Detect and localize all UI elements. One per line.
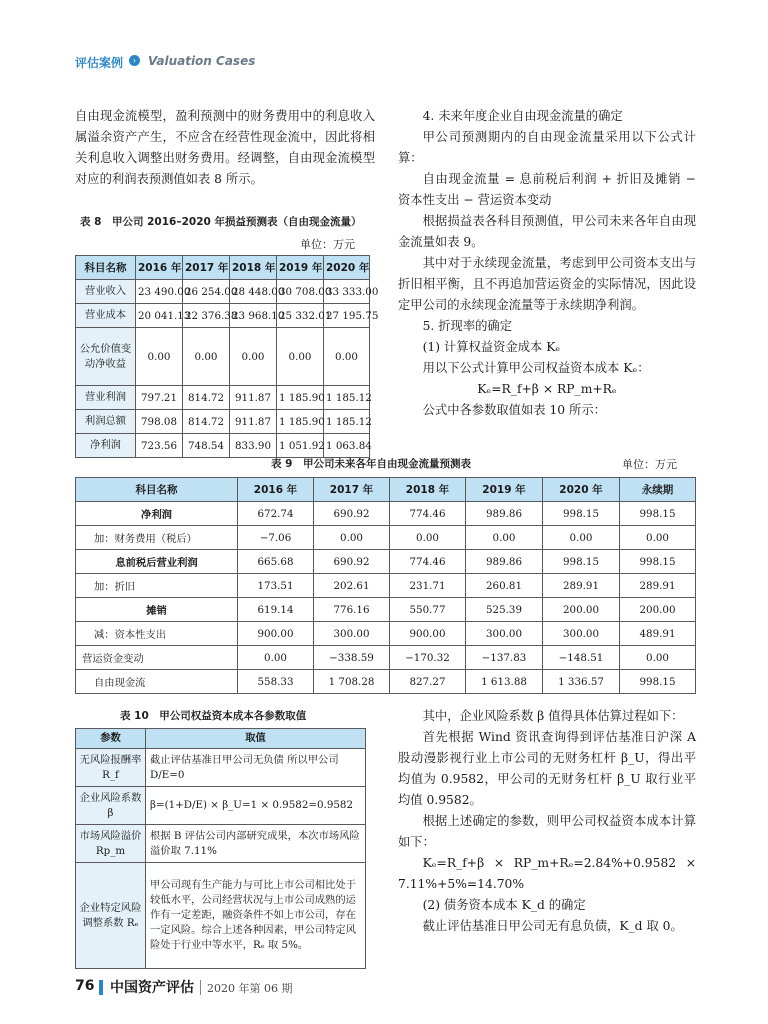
paragraph: 4. 未来年度企业自由现金流量的确定 [422, 109, 623, 123]
table-cell: 1 063.84 [324, 434, 370, 458]
param-name: 企业特定风险调整系数 Rₑ [76, 863, 146, 969]
table-cell: 989.86 [466, 502, 543, 526]
table9-caption: 表 9 甲公司未来各年自由现金流量预测表 [271, 458, 471, 470]
table-row [76, 526, 696, 550]
section-title-cn: 评估案例 [75, 56, 124, 70]
table9-header: 永续期 [620, 478, 696, 502]
table9-header: 2016 年 [238, 478, 314, 502]
table-cell: 550.77 [390, 598, 466, 622]
table-cell: 998.15 [543, 550, 620, 574]
table-cell: 690.92 [314, 550, 390, 574]
table-cell: 833.90 [230, 434, 277, 458]
table-cell: 525.39 [466, 598, 543, 622]
table-cell: 748.54 [183, 434, 230, 458]
table-cell: 672.74 [238, 502, 314, 526]
table8-caption: 表 8 甲公司 2016–2020 年损益预测表（自由现金流量） [80, 216, 362, 228]
table-row [76, 502, 696, 526]
table-cell: 23 968.10 [230, 304, 277, 328]
table-cell: 998.15 [620, 502, 696, 526]
table9-header: 2017 年 [314, 478, 390, 502]
table-cell: 798.08 [136, 410, 183, 434]
table-cell: 776.16 [314, 598, 390, 622]
table10 [75, 728, 366, 969]
table-cell: 797.21 [136, 386, 183, 410]
table10-caption: 表 10 甲公司权益资本成本各参数取值 [120, 710, 307, 722]
row-label: 营运资金变动 [76, 646, 238, 670]
table-cell: 998.15 [620, 670, 696, 694]
table-cell: 998.15 [543, 502, 620, 526]
table-cell: 22 376.38 [183, 304, 230, 328]
table-cell: 0.00 [543, 526, 620, 550]
table8-unit: 单位：万元 [300, 238, 355, 251]
table-row [76, 280, 370, 304]
table-cell: 0.00 [466, 526, 543, 550]
table-cell: −170.32 [390, 646, 466, 670]
row-label: 营业成本 [76, 304, 136, 328]
footer-bar [99, 980, 103, 995]
table8-header: 2020 年 [324, 256, 370, 280]
table-row [76, 386, 370, 410]
table-cell: 0.00 [136, 328, 183, 386]
table-cell: −137.83 [466, 646, 543, 670]
table-row [76, 863, 366, 969]
table-cell: 814.72 [183, 386, 230, 410]
table-row [76, 825, 366, 863]
footer-divider [200, 980, 201, 995]
table-cell: 28 448.00 [230, 280, 277, 304]
table-cell: 1 185.90 [277, 410, 324, 434]
table8 [75, 255, 379, 458]
table-row [76, 670, 696, 694]
table-row [76, 304, 370, 328]
table-cell: 289.91 [543, 574, 620, 598]
row-label: 加：财务费用（税后） [76, 526, 238, 550]
table9-unit: 单位：万元 [622, 458, 677, 471]
paragraph: 首先根据 Wind 资讯查询得到评估基准日沪深 A 股动漫影视行业上市公司的无财务杠杆 β_U，得出平均值为 0.9582，甲公司的无财务杠杆 β_U 取行业平均值 0.9582。 [398, 730, 696, 807]
paragraph: 5. 折现率的确定 [422, 319, 513, 333]
table-cell: 0.00 [314, 526, 390, 550]
table-cell: 300.00 [543, 622, 620, 646]
table-row [76, 410, 370, 434]
param-value: 根据 B 评估公司内部研究成果，本次市场风险溢价取 7.11% [146, 825, 366, 863]
table-row [76, 434, 370, 458]
table10-header: 取值 [146, 729, 366, 749]
table-cell: −148.51 [543, 646, 620, 670]
paragraph: 自由现金流量 = 息前税后利润 + 折旧及摊销 − 资本性支出 − 营运资本变动 [398, 172, 696, 207]
table-cell: 0.00 [390, 526, 466, 550]
table-cell: 489.91 [620, 622, 696, 646]
table-cell: −7.06 [238, 526, 314, 550]
table-cell: 774.46 [390, 550, 466, 574]
table9-header: 科目名称 [76, 478, 238, 502]
table-row [76, 749, 366, 787]
paragraph: 甲公司预测期内的自由现金流量采用以下公式计算： [398, 130, 696, 165]
table-cell: 1 185.12 [324, 386, 370, 410]
paragraph: 自由现金流模型，盈利预测中的财务费用中的利息收入属溢余资产产生，不应含在经营性现金流中，因此将相关利息收入调整出财务费用。经调整，自由现金流模型对应的利润表预测值如表 8 所示。 [75, 109, 375, 186]
chevron-right-icon: › [129, 55, 140, 66]
row-label: 净利润 [76, 502, 238, 526]
table-cell: 0.00 [620, 526, 696, 550]
row-label: 公允价值变动净收益 [76, 328, 136, 386]
table-cell: 0.00 [238, 646, 314, 670]
table-row [76, 622, 696, 646]
table-cell: 0.00 [620, 646, 696, 670]
table-cell: 619.14 [238, 598, 314, 622]
table-cell: 665.68 [238, 550, 314, 574]
row-label: 营业利润 [76, 386, 136, 410]
table-cell: 1 336.57 [543, 670, 620, 694]
table8-header: 科目名称 [76, 256, 136, 280]
row-label: 营业收入 [76, 280, 136, 304]
right-column-text-lower [398, 706, 696, 937]
table-row [76, 646, 696, 670]
table8-header: 2019 年 [277, 256, 324, 280]
row-label: 净利润 [76, 434, 136, 458]
table-cell: 260.81 [466, 574, 543, 598]
table-cell: 33 333.00 [324, 280, 370, 304]
paragraph: Kₑ=R_f+β × RP_m+Rₑ [477, 382, 617, 396]
table-cell: 1 051.92 [277, 434, 324, 458]
table-cell: 202.61 [314, 574, 390, 598]
paragraph: 根据损益表各科目预测值，甲公司未来各年自由现金流量如表 9。 [398, 214, 696, 249]
table-cell: 0.00 [183, 328, 230, 386]
table-cell: 814.72 [183, 410, 230, 434]
table-cell: 998.15 [620, 550, 696, 574]
issue-label: 2020 年第 06 期 [207, 982, 293, 995]
table-cell: 289.91 [620, 574, 696, 598]
table-cell: 0.00 [324, 328, 370, 386]
table-cell: 774.46 [390, 502, 466, 526]
row-label: 自由现金流 [76, 670, 238, 694]
paragraph: 用以下公式计算甲公司权益资本成本 Kₑ： [422, 361, 650, 375]
paragraph: 截止评估基准日甲公司无有息负债，K_d 取 0。 [422, 919, 683, 933]
table10-header: 参数 [76, 729, 146, 749]
table-cell: 200.00 [620, 598, 696, 622]
table-cell: 0.00 [277, 328, 324, 386]
param-name: 企业风险系数 β [76, 787, 146, 825]
row-label: 利润总额 [76, 410, 136, 434]
paragraph: (2) 债务资本成本 K_d 的确定 [422, 898, 586, 912]
table-cell: 911.87 [230, 386, 277, 410]
param-value: 截止评估基准日甲公司无负债 所以甲公司 D/E=0 [146, 749, 366, 787]
table-cell: 0.00 [230, 328, 277, 386]
table-cell: 300.00 [314, 622, 390, 646]
table-cell: 27 195.75 [324, 304, 370, 328]
paragraph: 其中，企业风险系数 β 值得具体估算过程如下： [422, 709, 684, 723]
table-cell: 723.56 [136, 434, 183, 458]
table-cell: 30 708.00 [277, 280, 324, 304]
table8-header: 2018 年 [230, 256, 277, 280]
table-row [76, 550, 696, 574]
table8-header: 2016 年 [136, 256, 183, 280]
row-label: 摊销 [76, 598, 238, 622]
page-number: 76 [75, 978, 95, 994]
table9-header: 2020 年 [543, 478, 620, 502]
table-cell: 1 185.12 [324, 410, 370, 434]
table-cell: 827.27 [390, 670, 466, 694]
table-row [76, 574, 696, 598]
param-value: β=(1+D/E) × β_U=1 × 0.9582=0.9582 [146, 787, 366, 825]
paragraph: 根据上述确定的参数，则甲公司权益资本成本计算如下： [398, 814, 696, 849]
table-cell: 25 332.01 [277, 304, 324, 328]
table-cell: 231.71 [390, 574, 466, 598]
table9 [75, 477, 696, 694]
param-name: 市场风险溢价 Rp_m [76, 825, 146, 863]
row-label: 加：折旧 [76, 574, 238, 598]
table-cell: 900.00 [390, 622, 466, 646]
table-cell: 23 490.00 [136, 280, 183, 304]
table-cell: 1 185.90 [277, 386, 324, 410]
table-cell: 300.00 [466, 622, 543, 646]
table-cell: 173.51 [238, 574, 314, 598]
table-row [76, 598, 696, 622]
table9-header: 2018 年 [390, 478, 466, 502]
table-row [76, 328, 370, 386]
param-value: 甲公司现有生产能力与可比上市公司相比处于较低水平，公司经营状况与上市公司成熟的运作有一定差距，融资条件不如上市公司，存在一定风险。综合上述各种因素，甲公司特定风险处于行业中等水平，Rₑ 取 5%。 [146, 863, 366, 969]
table-cell: −338.59 [314, 646, 390, 670]
paragraph: 公式中各参数取值如表 10 所示： [422, 403, 606, 417]
table-cell: 1 708.28 [314, 670, 390, 694]
paragraph: 其中对于永续现金流量，考虑到甲公司资本支出与折旧相平衡，且不再追加营运资金的实际情况，因此设定甲公司的永续现金流量等于永续期净利润。 [398, 256, 696, 312]
table-cell: 900.00 [238, 622, 314, 646]
section-title-en: Valuation Cases [148, 54, 256, 68]
table-cell: 911.87 [230, 410, 277, 434]
row-label: 减：资本性支出 [76, 622, 238, 646]
table9-header: 2019 年 [466, 478, 543, 502]
table-cell: 200.00 [543, 598, 620, 622]
paragraph: (1) 计算权益资金成本 Kₑ [422, 340, 561, 354]
table-cell: 989.86 [466, 550, 543, 574]
param-name: 无风险报酬率 R_f [76, 749, 146, 787]
table-cell: 26 254.00 [183, 280, 230, 304]
paragraph: Kₑ=R_f+β × RP_m+Rₑ=2.84%+0.9582 × 7.11%+5%=14.70% [398, 856, 696, 891]
table8-header: 2017 年 [183, 256, 230, 280]
magazine-name: 中国资产评估 [110, 980, 194, 996]
table-cell: 690.92 [314, 502, 390, 526]
table-row [76, 787, 366, 825]
right-column-text [398, 106, 696, 421]
table-cell: 1 613.88 [466, 670, 543, 694]
left-column-text [75, 106, 375, 190]
row-label: 息前税后营业利润 [76, 550, 238, 574]
table-cell: 558.33 [238, 670, 314, 694]
table-cell: 20 041.13 [136, 304, 183, 328]
